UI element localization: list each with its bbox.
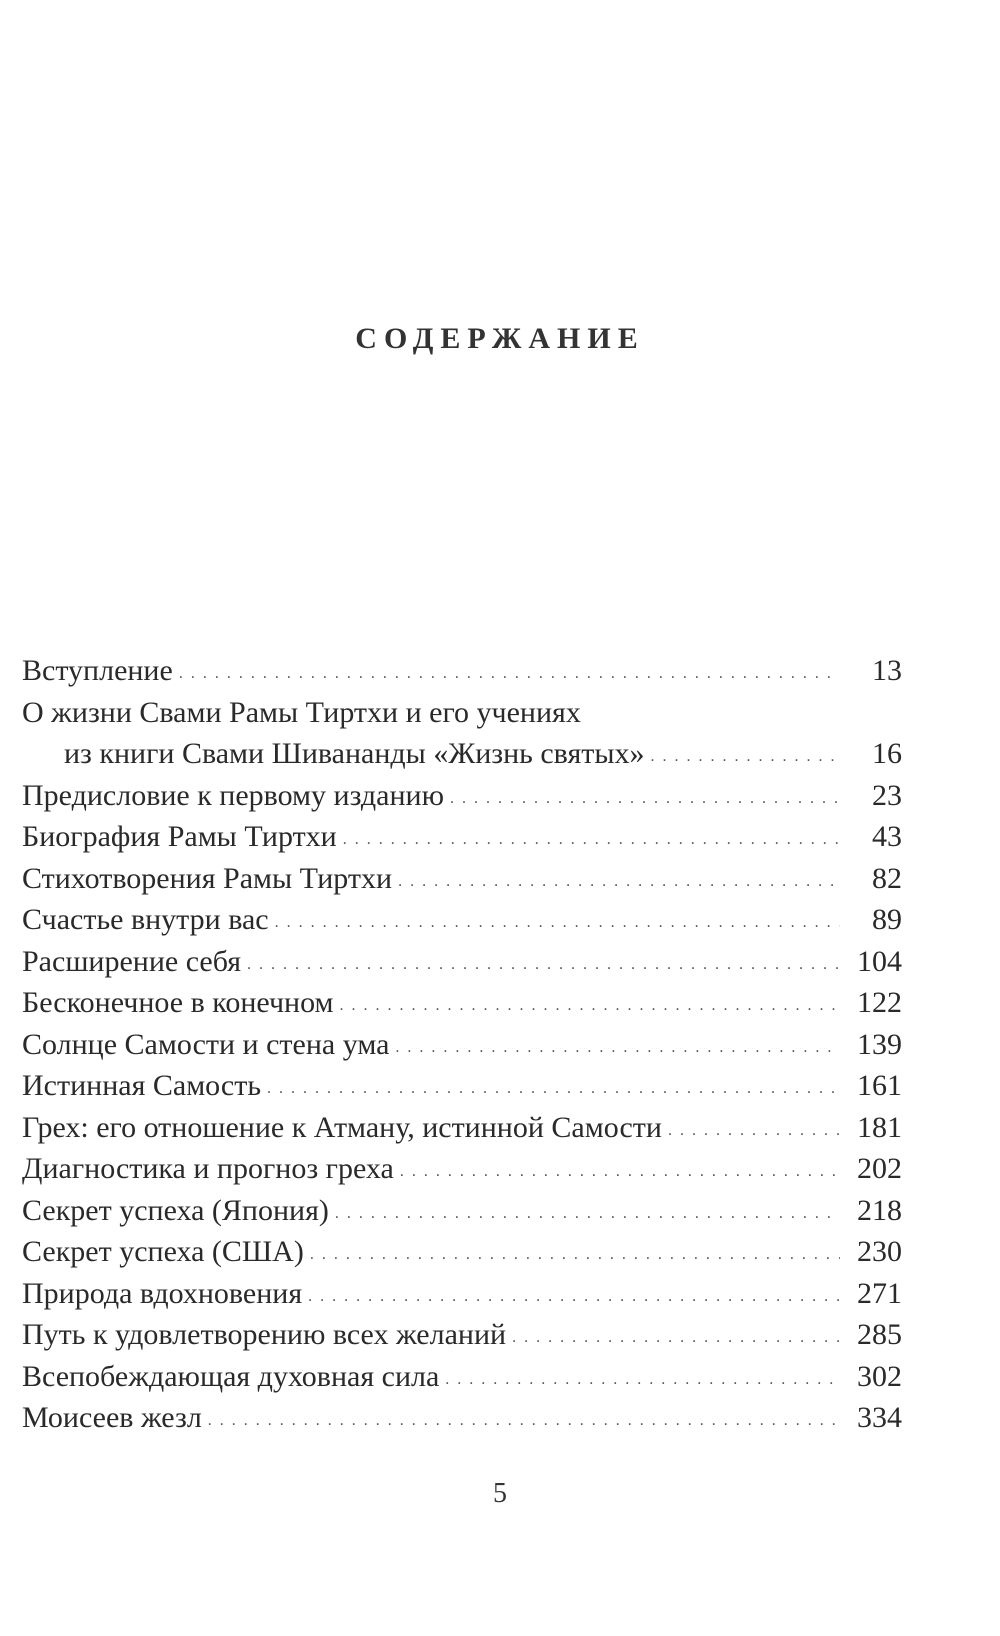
toc-entry-title: Секрет успеха (Япония) bbox=[22, 1193, 329, 1227]
toc-entry bbox=[22, 1356, 902, 1398]
toc-entry bbox=[22, 982, 902, 1024]
toc-entry bbox=[22, 858, 902, 900]
page-title: СОДЕРЖАНИЕ bbox=[355, 322, 645, 355]
toc-entry-page: 202 bbox=[857, 1152, 902, 1185]
toc-entry-title: Путь к удовлетворению всех желаний bbox=[22, 1318, 507, 1351]
dot-leader bbox=[179, 653, 840, 695]
toc-entry-continuation bbox=[22, 733, 902, 775]
dot-leader bbox=[445, 1359, 840, 1401]
toc-entry bbox=[22, 1024, 902, 1066]
toc-entry-page: 181 bbox=[857, 1110, 902, 1144]
toc-entry bbox=[22, 1397, 902, 1439]
toc-entry-page: 161 bbox=[857, 1069, 902, 1102]
toc-entry bbox=[22, 1273, 902, 1315]
toc-entry bbox=[22, 1314, 902, 1356]
page-number: 5 bbox=[493, 1478, 507, 1509]
toc-entry bbox=[22, 692, 902, 734]
toc-entry-title: из книги Свами Шивананды «Жизнь святых» bbox=[64, 737, 645, 770]
toc-entry-page: 43 bbox=[872, 820, 902, 853]
toc-entry-title: Бесконечное в конечном bbox=[22, 986, 334, 1019]
toc-entry bbox=[22, 941, 902, 983]
toc-entry-page: 23 bbox=[872, 778, 902, 812]
toc-entry-page: 89 bbox=[872, 903, 902, 936]
toc-entry-title: Биография Рамы Тиртхи bbox=[22, 820, 337, 853]
dot-leader bbox=[275, 902, 840, 944]
toc-entry-page: 13 bbox=[872, 654, 902, 687]
toc-entry-title: Природа вдохновения bbox=[22, 1276, 303, 1310]
toc-entry-page: 16 bbox=[872, 737, 902, 770]
toc-entry-page: 104 bbox=[857, 944, 902, 978]
dot-leader bbox=[247, 944, 840, 986]
toc-entry-title: Предисловие к первому изданию bbox=[22, 778, 445, 812]
toc-entry bbox=[22, 1148, 902, 1190]
toc-entry-page: 271 bbox=[857, 1276, 902, 1310]
toc-entry-page: 218 bbox=[857, 1193, 902, 1227]
toc-entry-page: 334 bbox=[857, 1401, 902, 1434]
dot-leader bbox=[668, 1110, 840, 1152]
toc-entry-title: Моисеев жезл bbox=[22, 1401, 202, 1434]
toc-entry-page: 82 bbox=[872, 861, 902, 895]
toc-entry bbox=[22, 1107, 902, 1149]
dot-leader bbox=[395, 1027, 840, 1069]
toc-entry-page: 139 bbox=[857, 1027, 902, 1061]
dot-leader bbox=[267, 1068, 840, 1110]
toc-entry bbox=[22, 1065, 902, 1107]
toc-entry-title: Истинная Самость bbox=[22, 1069, 262, 1102]
toc-entry-title: Стихотворения Рамы Тиртхи bbox=[22, 861, 393, 895]
toc-entry-title: Вступление bbox=[22, 654, 173, 687]
toc-entry-title: Счастье внутри вас bbox=[22, 903, 269, 936]
dot-leader bbox=[308, 1276, 840, 1318]
toc-entry bbox=[22, 650, 902, 692]
dot-leader bbox=[208, 1400, 840, 1442]
toc-entry bbox=[22, 1231, 902, 1273]
toc-entry-title: Всепобеждающая духовная сила bbox=[22, 1359, 440, 1393]
dot-leader bbox=[400, 1151, 840, 1193]
toc-entry-page: 302 bbox=[857, 1359, 902, 1393]
dot-leader bbox=[335, 1193, 840, 1235]
dot-leader bbox=[398, 861, 840, 903]
toc-entry-title: Диагностика и прогноз греха bbox=[22, 1152, 394, 1185]
dot-leader bbox=[512, 1317, 840, 1359]
dot-leader bbox=[343, 819, 840, 861]
toc-entry-title: Секрет успеха (США) bbox=[22, 1235, 304, 1268]
toc-entry-title: О жизни Свами Рамы Тиртхи и его учениях bbox=[22, 695, 581, 729]
toc-entry-title: Расширение себя bbox=[22, 944, 242, 978]
toc-entry-page: 230 bbox=[857, 1235, 902, 1268]
table-of-contents bbox=[22, 650, 902, 1439]
toc-entry bbox=[22, 1190, 902, 1232]
toc-entry bbox=[22, 775, 902, 817]
toc-entry-page: 285 bbox=[857, 1318, 902, 1351]
dot-leader bbox=[340, 985, 841, 1027]
toc-entry-title: Грех: его отношение к Атману, истинной Самости bbox=[22, 1110, 662, 1144]
dot-leader bbox=[310, 1234, 840, 1276]
toc-entry-page: 122 bbox=[857, 986, 902, 1019]
toc-entry bbox=[22, 899, 902, 941]
toc-entry bbox=[22, 816, 902, 858]
toc-entry-title: Солнце Самости и стена ума bbox=[22, 1027, 390, 1061]
dot-leader bbox=[450, 778, 840, 820]
dot-leader bbox=[651, 736, 840, 778]
